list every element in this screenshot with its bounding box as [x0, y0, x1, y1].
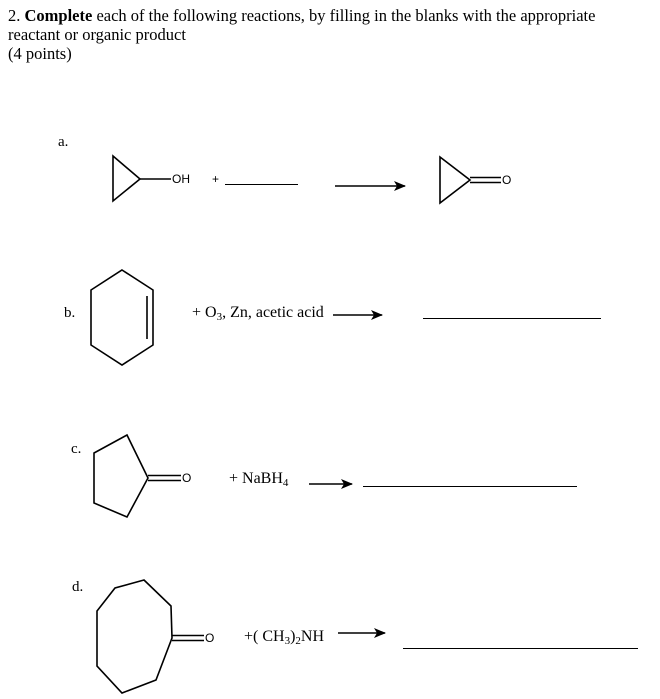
label-a: a. — [58, 134, 69, 150]
answer-blank-d[interactable] — [403, 648, 638, 649]
product-oxygen-a: O — [502, 173, 512, 187]
reagent-d-mid: ) — [290, 628, 296, 645]
label-c: c. — [71, 441, 82, 457]
question-emphasis: Complete — [24, 6, 93, 25]
reagent-d-subscript-2: 2 — [295, 635, 301, 647]
question-text: each of the following reactions, by filling in the blanks with the appropriate — [92, 6, 596, 25]
label-b: b. — [64, 305, 76, 321]
ketone-oxygen-c: O — [182, 471, 192, 485]
reagent-d — [244, 628, 324, 646]
question-line-2: reactant or organic product — [8, 25, 186, 44]
cyclopropane-ring-product — [440, 157, 470, 203]
oh-group: OH — [172, 172, 190, 186]
reagent-b — [192, 304, 324, 322]
reagent-b-prefix: + O — [192, 304, 217, 321]
answer-blank-a[interactable] — [225, 184, 298, 185]
cycloheptanone-ring — [97, 580, 172, 693]
cyclopentanone-ring — [94, 435, 148, 517]
reagent-c-subscript: 4 — [282, 477, 289, 489]
plus-sign-a: + — [212, 172, 220, 186]
answer-blank-b[interactable] — [423, 318, 601, 319]
answer-blank-c[interactable] — [363, 486, 577, 487]
reagent-d-subscript-1: 3 — [284, 635, 291, 647]
label-d: d. — [72, 579, 84, 595]
cyclohexene-ring — [91, 270, 153, 365]
reagent-b-suffix: , Zn, acetic acid — [222, 304, 324, 321]
reagent-c — [229, 470, 288, 488]
question-points: (4 points) — [8, 44, 72, 63]
ketone-oxygen-d: O — [205, 631, 215, 645]
question-number: 2. — [8, 6, 21, 25]
cyclopropane-ring-reactant — [113, 156, 140, 201]
reagent-d-prefix: +( CH — [244, 628, 285, 645]
reagent-d-suffix: NH — [300, 628, 325, 645]
reagent-c-prefix: + NaBH — [229, 470, 283, 487]
reagent-b-subscript: 3 — [216, 311, 223, 323]
